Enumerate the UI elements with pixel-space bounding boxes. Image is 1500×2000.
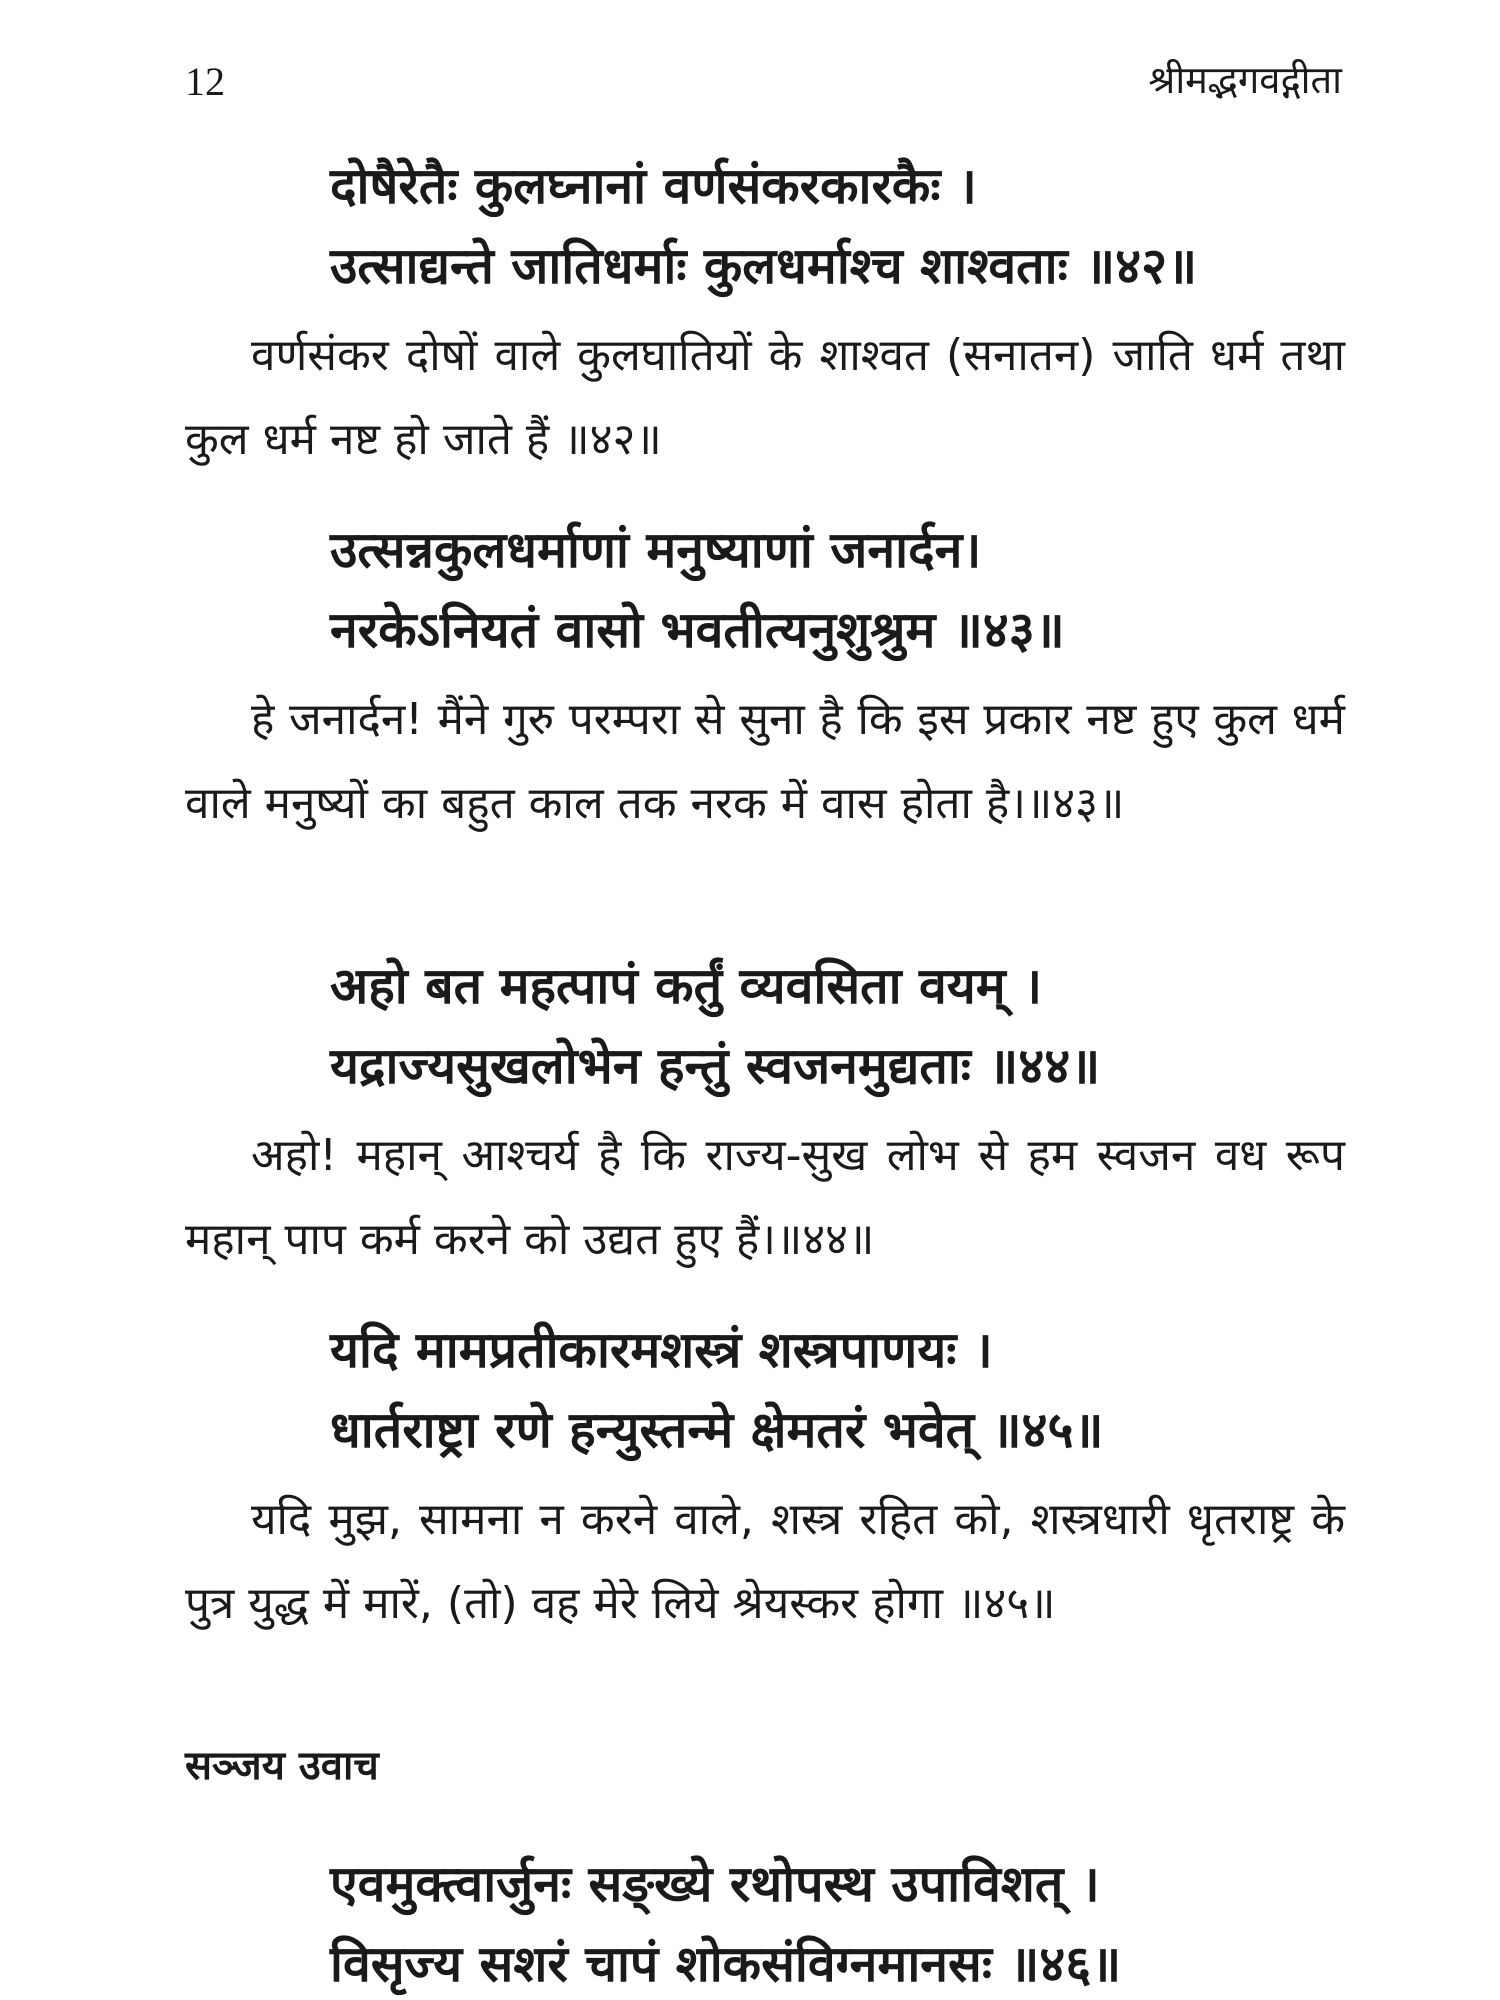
verse-42-line-1: दोषैरेतैः कुलघ्नानां वर्णसंकरकारकैः । bbox=[330, 157, 977, 215]
verse-44-line-2: यद्राज्यसुखलोभेन हन्तुं स्वजनमुद्यताः ॥४४॥ bbox=[330, 1037, 1101, 1095]
running-head-title: श्रीमद्भगवद्गीता bbox=[1148, 58, 1342, 102]
verse-43-line-2: नरकेऽनियतं वासो भवतीत्यनुशुश्रुम ॥४३॥ bbox=[330, 601, 1065, 659]
translation-44: अहो! महान् आश्चर्य है कि राज्य-सुख लोभ से हम स्वजन वध रूप महान् पाप कर्म करने को उद्यत हुए हैं।॥४४॥ bbox=[185, 1130, 1345, 1265]
verse-43-line-1: उत्सन्नकुलधर्माणां मनुष्याणां जनार्दन। bbox=[330, 521, 982, 579]
verse-44-line-1: अहो बत महत्पापं कर्तुं व्यवसिता वयम् । bbox=[330, 957, 1043, 1015]
verse-46-line-1: एवमुक्त्वार्जुनः सङ्ख्ये रथोपस्थ उपाविशत् । bbox=[330, 1855, 1100, 1913]
translation-42: वर्णसंकर दोषों वाले कुलघातियों के शाश्वत (सनातन) जाति धर्म तथा कुल धर्म नष्ट हो जाते हैं ॥४२॥ bbox=[185, 330, 1345, 465]
translation-45: यदि मुझ, सामना न करने वाले, शस्त्र रहित को, शस्त्रधारी धृतराष्ट्र के पुत्र युद्ध में मारें, (तो) वह मेरे लिये श्रेयस्कर होगा ॥४५॥ bbox=[185, 1494, 1345, 1629]
verse-42-line-2: उत्साद्यन्ते जातिधर्माः कुलधर्माश्च शाश्वताः ॥४२॥ bbox=[330, 237, 1198, 295]
verse-45-line-2: धार्तराष्ट्रा रणे हन्युस्तन्मे क्षेमतरं भवेत् ॥४५॥ bbox=[330, 1401, 1104, 1459]
translation-43: हे जनार्दन! मैंने गुरु परम्परा से सुना है कि इस प्रकार नष्ट हुए कुल धर्म वाले मनुष्यों का बहुत काल तक नरक में वास होता है।॥४३॥ bbox=[185, 694, 1345, 829]
page-number: 12 bbox=[185, 59, 225, 104]
speaker-heading: सञ्जय उवाच bbox=[185, 1743, 379, 1789]
verse-45-line-1: यदि मामप्रतीकारमशस्त्रं शस्त्रपाणयः । bbox=[330, 1321, 993, 1379]
verse-46-line-2: विसृज्य सशरं चापं शोकसंविग्नमानसः ॥४६॥ bbox=[330, 1935, 1122, 1993]
